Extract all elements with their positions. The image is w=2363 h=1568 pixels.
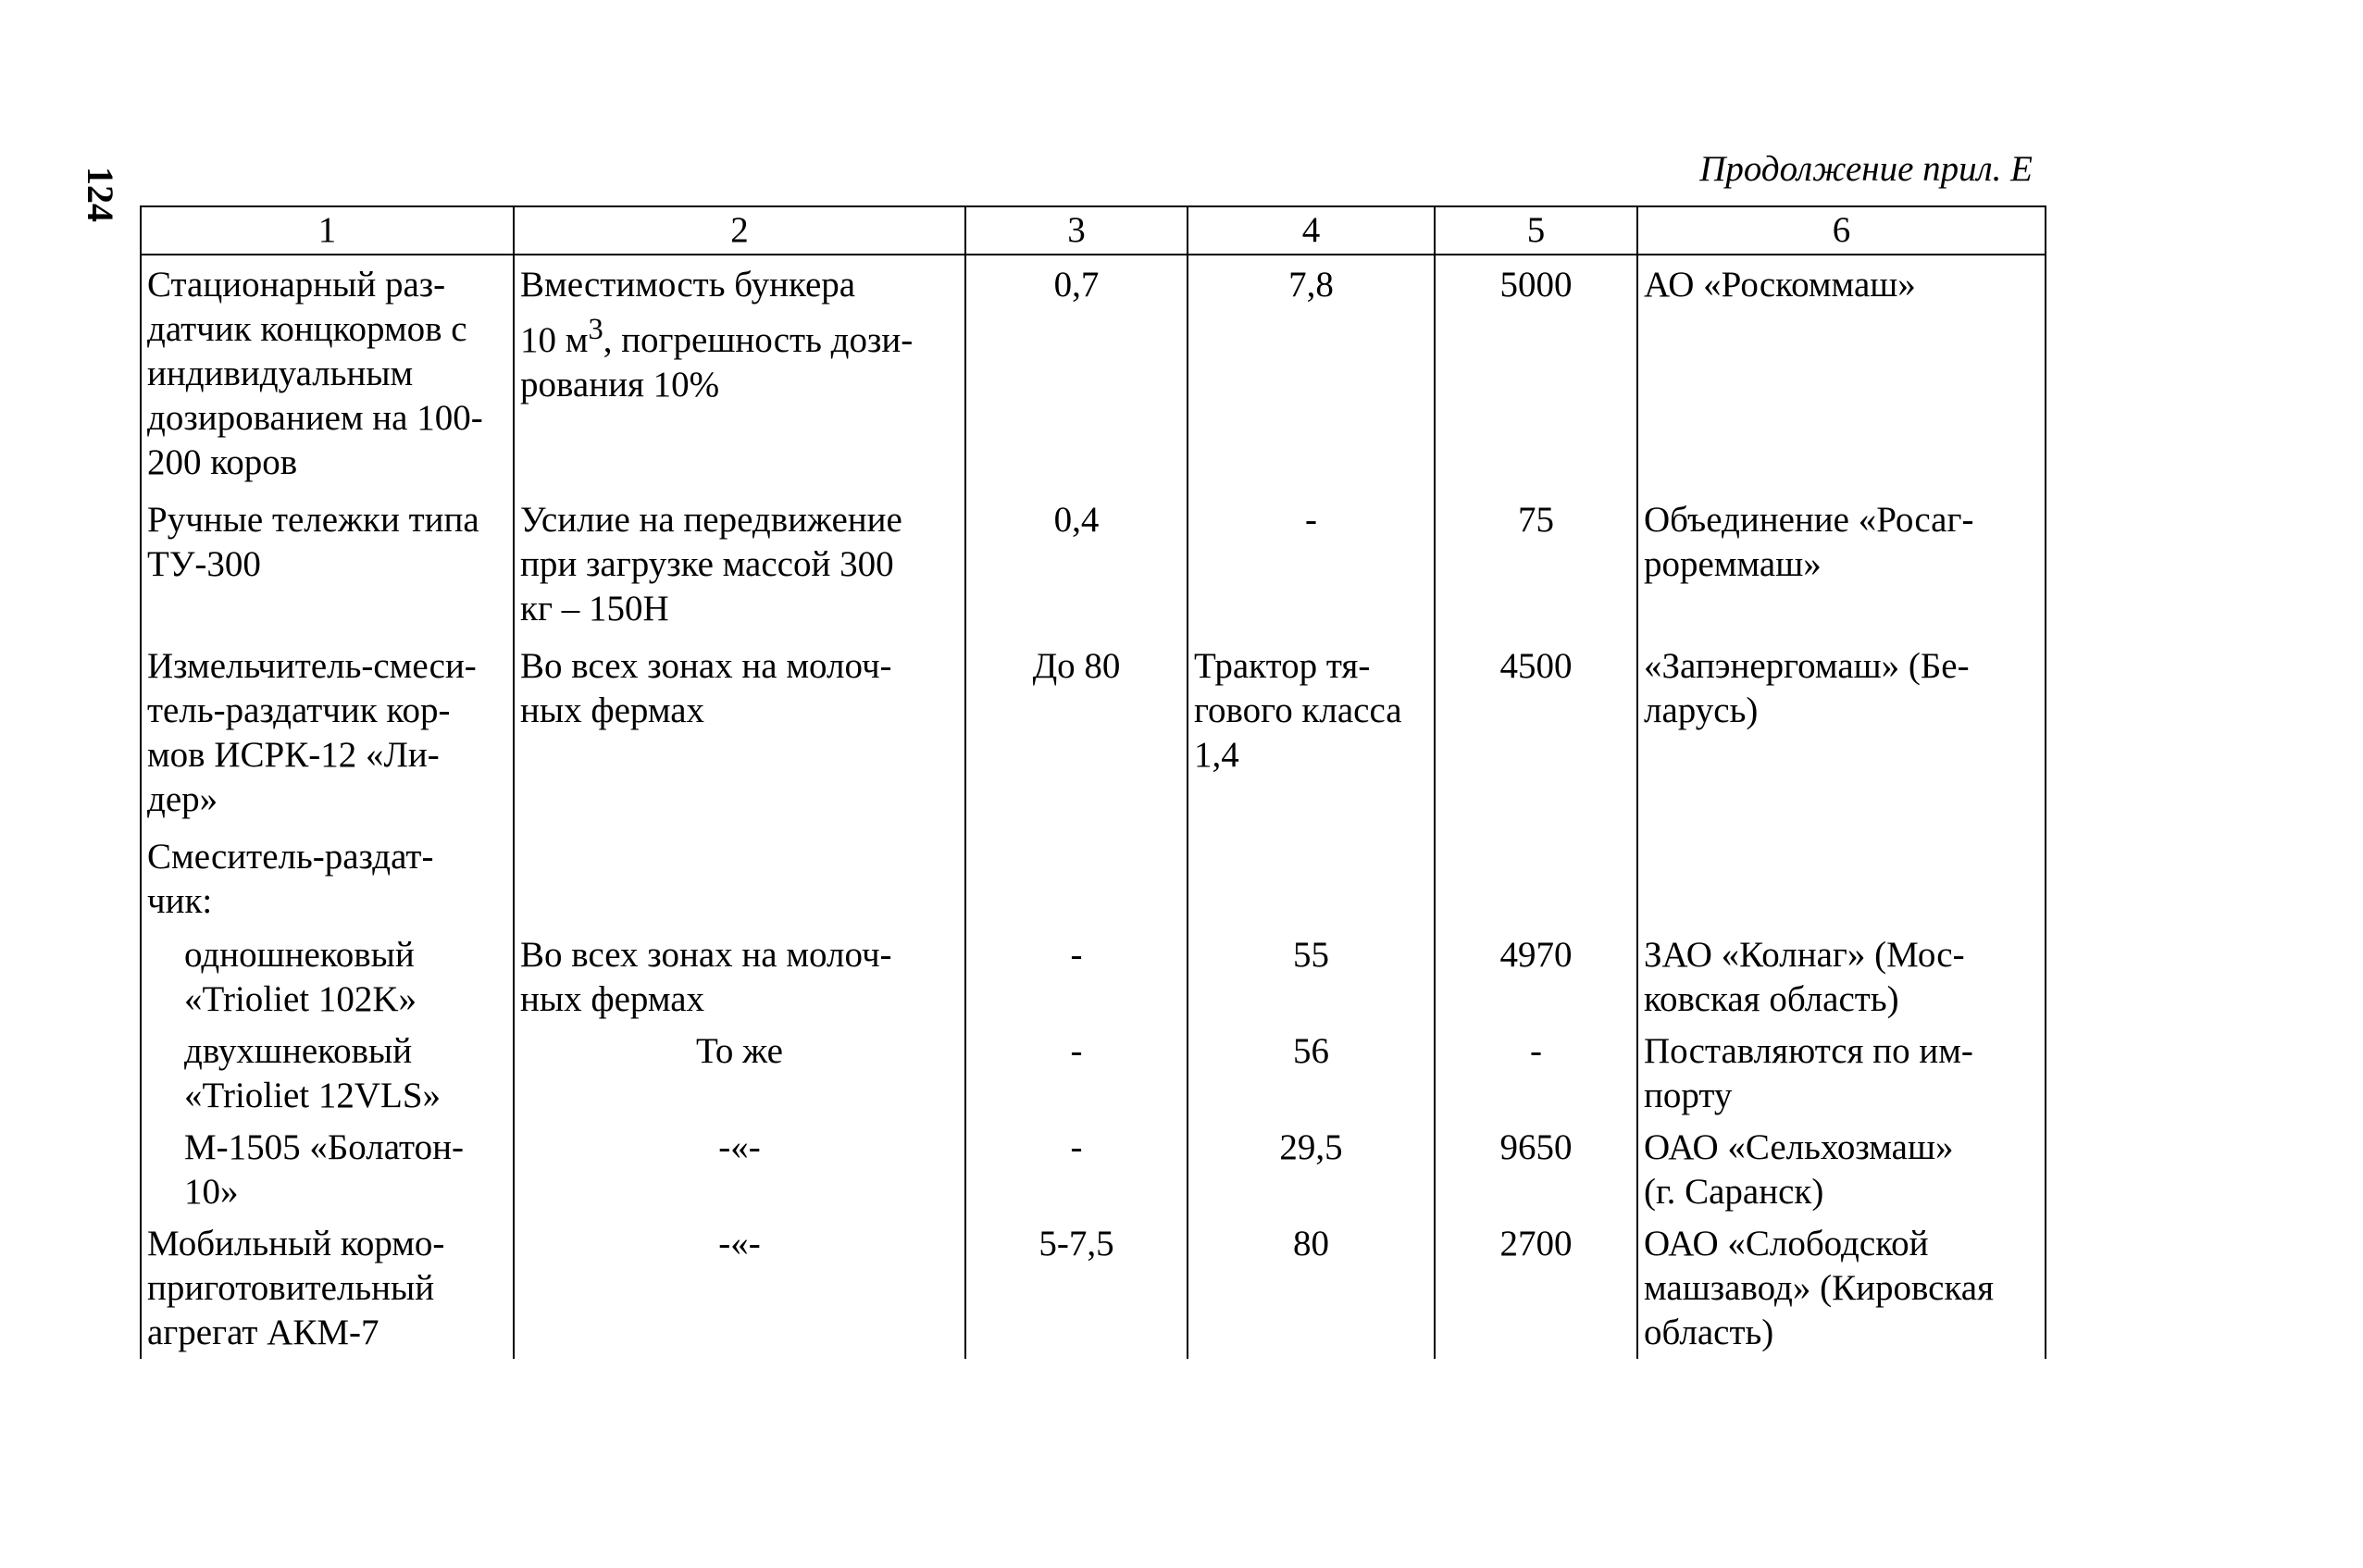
superscript: 3 (588, 313, 603, 346)
cell-col3: 0,4 (965, 491, 1188, 637)
cell-col5: 5000 (1435, 255, 1637, 491)
equipment-name: одношнековый «Trioliet 102K» (141, 929, 514, 1026)
cell-col5: 2700 (1435, 1218, 1637, 1359)
cell-col4: 29,5 (1188, 1122, 1435, 1218)
equipment-table (140, 205, 2046, 1359)
cell-col5: - (1435, 1026, 1637, 1122)
cell-col5: 4500 (1435, 637, 1637, 828)
manufacturer (1637, 828, 2046, 929)
cell-col3: - (965, 1026, 1188, 1122)
equipment-name: М-1505 «Болатон- 10» (141, 1122, 514, 1218)
equipment-group: Смеситель-раздат- чик: (141, 828, 514, 929)
equipment-name: Мобильный кормо- приготовительный агрегат АКМ-7 (141, 1218, 514, 1359)
column-header: 5 (1435, 206, 1637, 255)
cell-col4: 55 (1188, 929, 1435, 1026)
cell-col4 (1188, 828, 1435, 929)
manufacturer: Объединение «Росаг- рореммаш» (1637, 491, 2046, 637)
equipment-spec (514, 255, 965, 491)
column-header: 6 (1637, 206, 2046, 255)
table-row (141, 1026, 2046, 1122)
column-header: 4 (1188, 206, 1435, 255)
table-row (141, 255, 2046, 491)
cell-col4: 56 (1188, 1026, 1435, 1122)
equipment-spec: Усилие на передвижение при загрузке массой 300 кг – 150Н (514, 491, 965, 637)
table-row (141, 929, 2046, 1026)
cell-col4: Трактор тя- гового класса 1,4 (1188, 637, 1435, 828)
equipment-spec: Во всех зонах на молоч- ных фермах (514, 637, 965, 828)
table-row (141, 637, 2046, 828)
equipment-spec: Во всех зонах на молоч- ных фермах (514, 929, 965, 1026)
table-row (141, 1122, 2046, 1218)
cell-col5: 75 (1435, 491, 1637, 637)
table-row (141, 1218, 2046, 1359)
manufacturer: АО «Роскоммаш» (1637, 255, 2046, 491)
spec-text: , погрешность дози- рования 10% (520, 320, 914, 404)
manufacturer: ОАО «Слободской машзавод» (Кировская область) (1637, 1218, 2046, 1359)
table-row (141, 491, 2046, 637)
cell-col3: 5-7,5 (965, 1218, 1188, 1359)
table-header-row (141, 206, 2046, 255)
equipment-name: Ручные тележки типа ТУ-300 (141, 491, 514, 637)
cell-col3: - (965, 929, 1188, 1026)
manufacturer: ОАО «Сельхозмаш» (г. Саранск) (1637, 1122, 2046, 1218)
cell-col4: 80 (1188, 1218, 1435, 1359)
equipment-name: двухшнековый «Trioliet 12VLS» (141, 1026, 514, 1122)
cell-col3: - (965, 1122, 1188, 1218)
continuation-note: Продолжение прил. Е (1699, 149, 2033, 189)
equipment-spec (514, 828, 965, 929)
equipment-name: Стационарный раз- датчик концкормов с индивидуальным дозированием на 100- 200 коров (141, 255, 514, 491)
page-number: 124 (80, 167, 121, 222)
cell-col5 (1435, 828, 1637, 929)
table-row (141, 828, 2046, 929)
cell-col3: 0,7 (965, 255, 1188, 491)
cell-col3 (965, 828, 1188, 929)
manufacturer: ЗАО «Колнаг» (Мос- ковская область) (1637, 929, 2046, 1026)
cell-col4: 7,8 (1188, 255, 1435, 491)
cell-col3: До 80 (965, 637, 1188, 828)
equipment-spec: То же (514, 1026, 965, 1122)
equipment-spec: -«- (514, 1122, 965, 1218)
equipment-spec: -«- (514, 1218, 965, 1359)
cell-col5: 4970 (1435, 929, 1637, 1026)
column-header: 3 (965, 206, 1188, 255)
equipment-name: Измельчитель-смеси- тель-раздатчик кор- мов ИСРК-12 «Ли- дер» (141, 637, 514, 828)
spec-text: Вместимость бункера 10 м (520, 265, 856, 360)
manufacturer: Поставляются по им- порту (1637, 1026, 2046, 1122)
column-header: 2 (514, 206, 965, 255)
manufacturer: «Запэнергомаш» (Бе- ларусь) (1637, 637, 2046, 828)
cell-col4: - (1188, 491, 1435, 637)
cell-col5: 9650 (1435, 1122, 1637, 1218)
column-header: 1 (141, 206, 514, 255)
